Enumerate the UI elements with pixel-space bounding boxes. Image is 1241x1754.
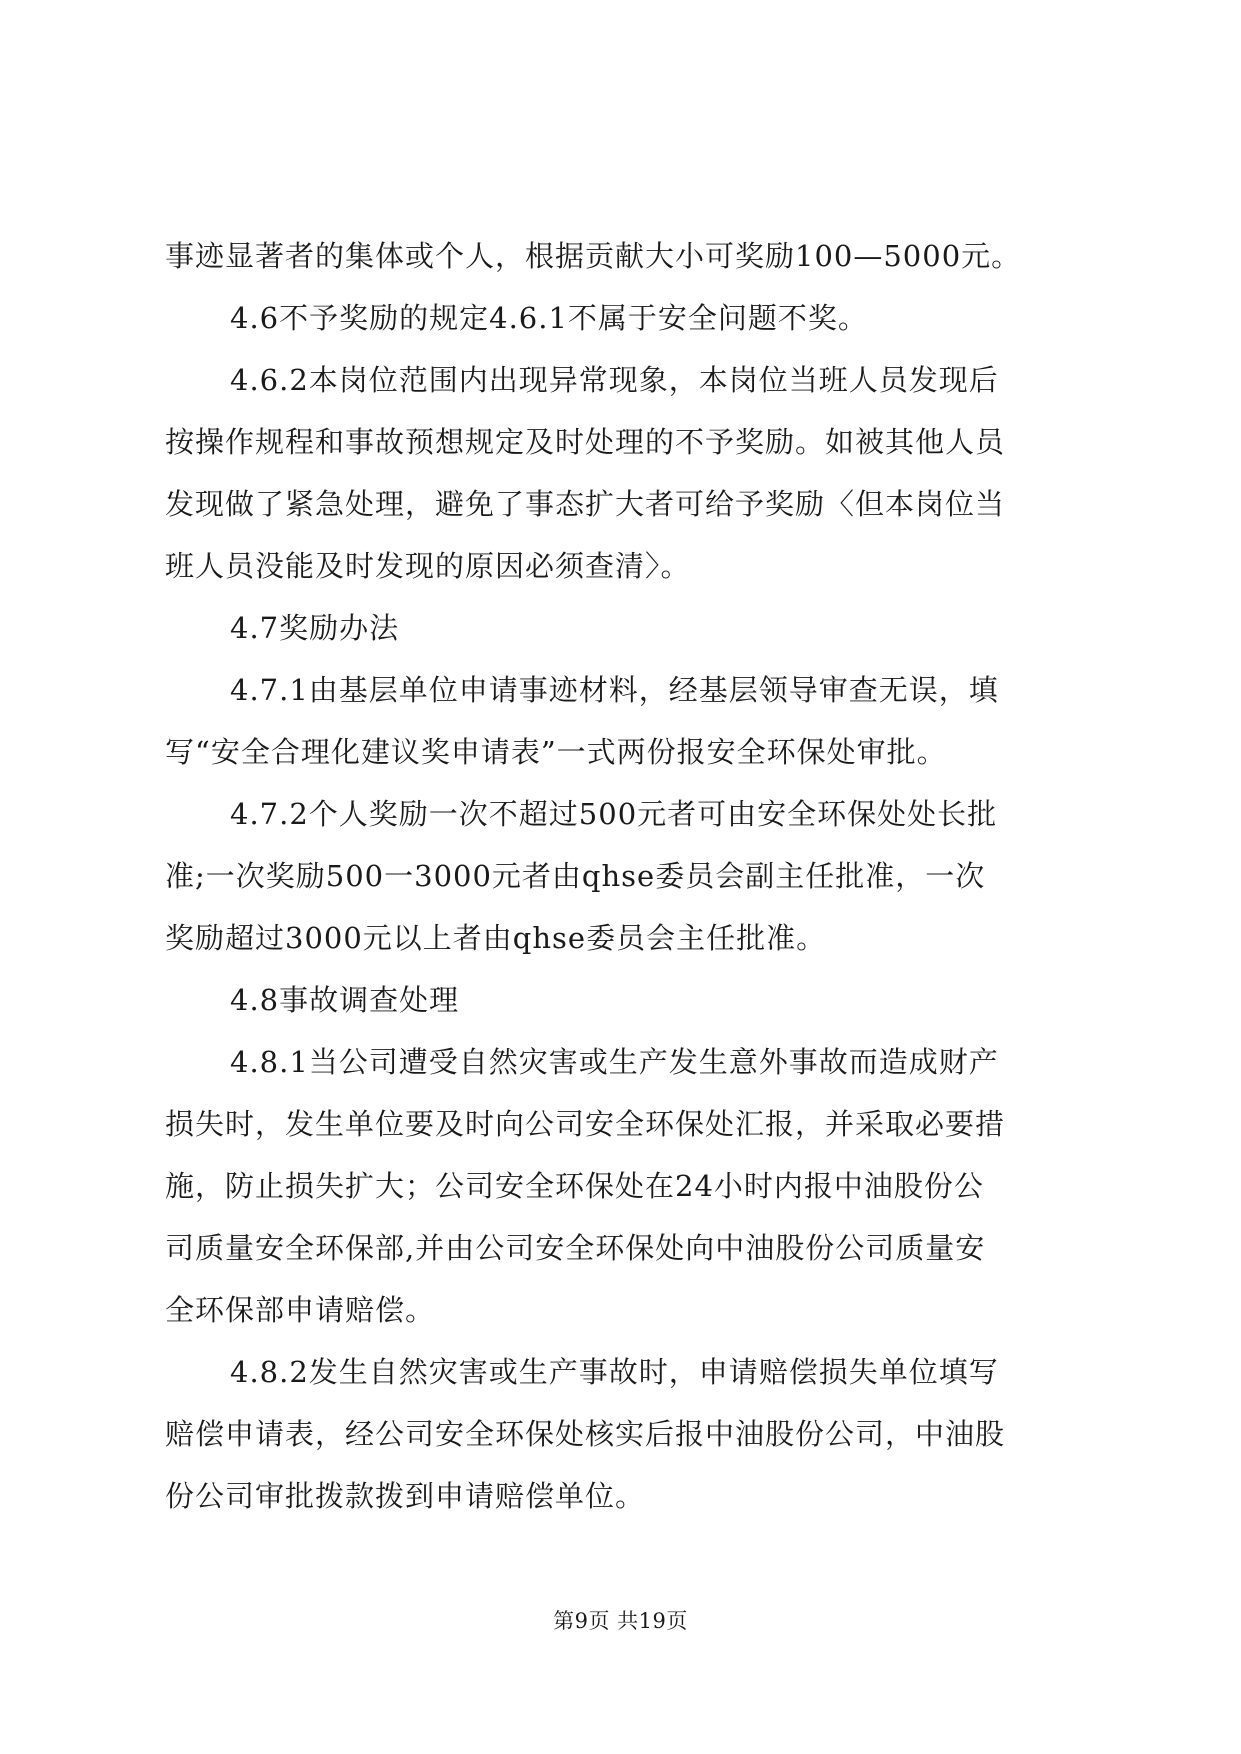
text-line: 4.6.2本岗位范围内出现异常现象，本岗位当班人员发现后 [230,363,999,397]
text-line: 4.6不予奖励的规定4.6.1不属于安全问题不奖。 [230,301,868,335]
page-footer [0,1605,1241,1635]
text-line: 损失时，发生单位要及时向公司安全环保处汇报，并采取必要措 [165,1107,1006,1141]
page-number-label: 第9页 共19页 [553,1609,688,1633]
text-line: 施，防止损失扩大；公司安全环保处在24小时内报中油股份公 [165,1169,984,1203]
text-line: 4.8.2发生自然灾害或生产事故时，申请赔偿损失单位填写 [230,1355,999,1389]
text-line: 全环保部申请赔偿。 [165,1293,436,1327]
text-line: 发现做了紧急处理，避免了事态扩大者可给予奖励〈但本岗位当 [165,487,1006,521]
text-line: 赔偿申请表，经公司安全环保处核实后报中油股份公司，中油股 [165,1417,1006,1451]
text-line: 4.7.2个人奖励一次不超过500元者可由安全环保处处长批 [230,797,998,831]
text-line: 事迹显著者的集体或个人，根据贡献大小可奖励100—5000元。 [165,239,1022,273]
text-line: 按操作规程和事故预想规定及时处理的不予奖励。如被其他人员 [165,425,1006,459]
section-heading: 4.8事故调查处理 [230,983,460,1017]
document-body [165,225,1085,1527]
section-heading: 4.7奖励办法 [230,611,400,645]
text-line: 准;一次奖励500一3000元者由qhse委员会副主任批准，一次 [165,859,986,893]
text-line: 司质量安全环保部,并由公司安全环保处向中油股份公司质量安 [165,1231,986,1265]
text-line: 4.7.1由基层单位申请事迹材料，经基层领导审查无误，填 [230,673,999,707]
text-line: 4.8.1当公司遭受自然灾害或生产发生意外事故而造成财产 [230,1045,999,1079]
text-line: 奖励超过3000元以上者由qhse委员会主任批准。 [165,921,827,955]
text-line: 写“安全合理化建议奖申请表”一式两份报安全环保处审批。 [165,735,947,769]
text-line: 班人员没能及时发现的原因必须查清〉。 [165,549,691,583]
text-line: 份公司审批拨款拨到申请赔偿单位。 [165,1479,646,1513]
